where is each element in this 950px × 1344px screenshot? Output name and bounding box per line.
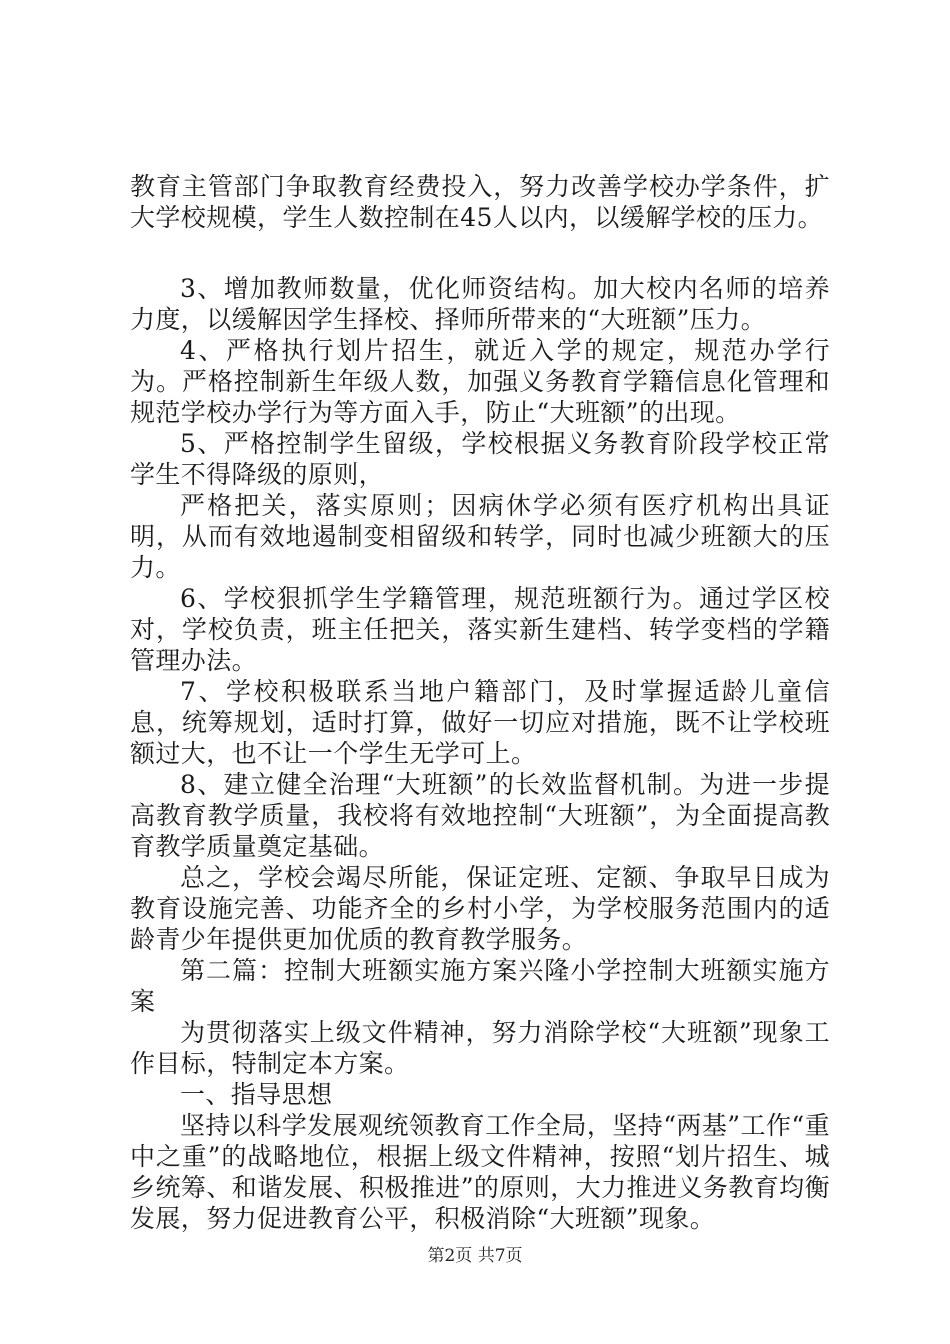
paragraph-measure-7: 7、学校积极联系当地户籍部门，及时掌握适龄儿童信息，统筹规划，适时打算，做好一切应对措施，既不让学校班额过大，也不让一个学生无学可上。 [130,677,830,768]
paragraph-continued: 教育主管部门争取教育经费投入，努力改善学校办学条件，扩大学校规模，学生人数控制在45人以内，以缓解学校的压力。 [130,172,830,232]
page-footer [0,1245,950,1267]
page-number-label: 第2页 共7页 [427,1246,523,1266]
document-body [130,171,830,1234]
section-heading-part-two: 第二篇：控制大班额实施方案兴隆小学控制大班额实施方案 [130,956,830,1016]
paragraph-measure-4: 4、严格执行划片招生，就近入学的规定，规范办学行为。严格控制新生年级人数，加强义务教育学籍信息化管理和规范学校办学行为等方面入手，防止“大班额”的出现。 [130,336,830,427]
paragraph-guiding-ideology: 坚持以科学发展观统领教育工作全局，坚持“两基”工作“重中之重”的战略地位，根据上级文件精神，按照“划片招生、城乡统筹、和谐发展、积极推进”的原则，大力推进义务教育均衡发展，努力促进教育公平，积极消除“大班额”现象。 [130,1111,830,1233]
paragraph-measure-8: 8、建立健全治理“大班额”的长效监督机制。为进一步提高教育教学质量，我校将有效地控制“大班额”，为全面提高教育教学质量奠定基础。 [130,770,830,861]
paragraph-measure-5: 5、严格控制学生留级，学校根据义务教育阶段学校正常学生不得降级的原则， [130,429,830,489]
section-heading-guiding-ideology: 一、指导思想 [180,1080,333,1109]
paragraph-gap [130,233,830,273]
paragraph-measure-6: 6、学校狠抓学生学籍管理，规范班额行为。通过学区校对，学校负责，班主任把关，落实新生建档、转学变档的学籍管理办法。 [130,584,830,675]
paragraph-measure-3: 3、增加教师数量，优化师资结构。加大校内名师的培养力度，以缓解因学生择校、择师所带来的“大班额”压力。 [130,274,830,334]
paragraph-summary: 总之，学校会竭尽所能，保证定班、定额、争取早日成为教育设施完善、功能齐全的乡村小学，为学校服务范围内的适龄青少年提供更加优质的教育教学服务。 [130,863,830,954]
paragraph-measure-5-continued: 严格把关，落实原则；因病休学必须有医疗机构出具证明，从而有效地遏制变相留级和转学，同时也减少班额大的压力。 [130,491,830,582]
paragraph-purpose: 为贯彻落实上级文件精神，努力消除学校“大班额”现象工作目标，特制定本方案。 [130,1018,830,1078]
